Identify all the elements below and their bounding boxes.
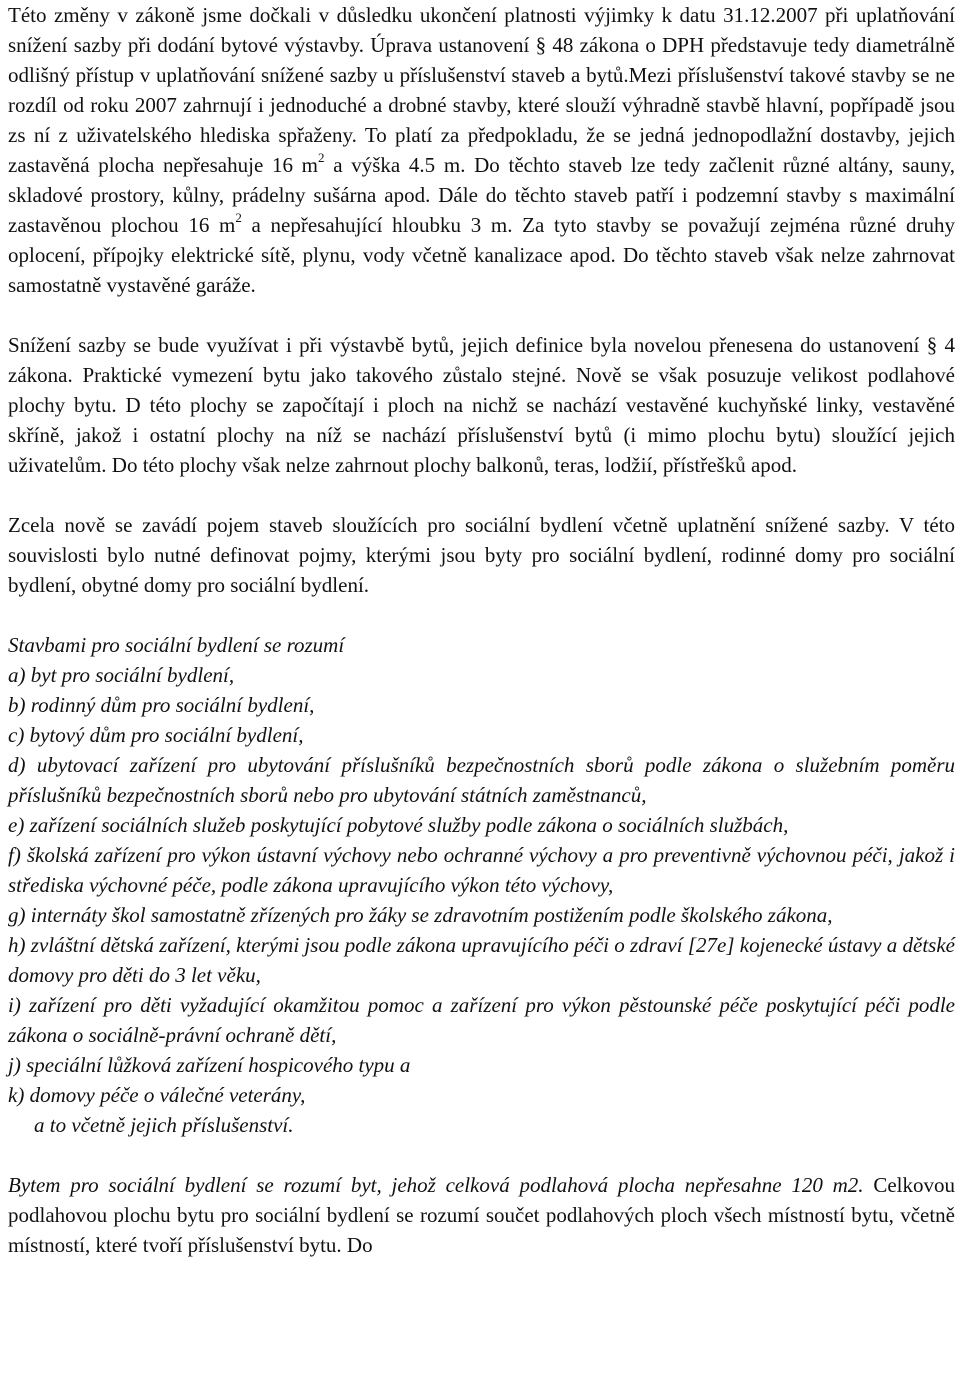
social-housing-list <box>8 630 955 1140</box>
paragraph-flat-social-definition <box>8 1170 955 1260</box>
paragraph-text: a výška 4.5 m. Do těchto staveb lze tedy začlenit různé altány, sauny, skladové prostory, kůlny, prádelny sušárna apod. Dále do těchto staveb patří i podzemní stavby s maximální zastavěnou plochou 16 m <box>8 153 955 237</box>
list-item: a) byt pro sociální bydlení, <box>8 663 235 687</box>
list-item: h) zvláštní dětská zařízení, kterými jsou podle zákona upravujícího péči o zdraví [27e] kojenecké ústavy a dětské domovy pro děti do 3 let věku, <box>8 933 955 987</box>
list-item: e) zařízení sociálních služeb poskytující pobytové služby podle zákona o sociálních službách, <box>8 813 789 837</box>
list-item: d) ubytovací zařízení pro ubytování příslušníků bezpečnostních sborů podle zákona o služebním poměru příslušníků bezpečnostních sborů nebo pro ubytování státních zaměstnanců, <box>8 753 955 807</box>
paragraph-text: Této změny v zákoně jsme dočkali v důsledku ukončení platnosti výjimky k datu 31.12.2007 při uplatňování snížení sazby při dodání bytové výstavby. Úprava ustanovení § 48 zákona o DPH představuje tedy diametrálně odlišný přístup v uplatňování snížené sazby u příslušenství staveb a bytů.Mezi příslušenství takové stavby se ne rozdíl od roku 2007 zahrnují i jednoduché a drobné stavby, které slouží výhradně stavbě hlavní, popřípadě jsou zs ní z uživatelského hlediska spřaženy. To platí za předpokladu, že se jedná jednopodlažní dostavby, jejich zastavěná plocha nepřesahuje 16 m <box>8 3 955 177</box>
paragraph-vat-change <box>8 0 955 300</box>
list-item: c) bytový dům pro sociální bydlení, <box>8 723 304 747</box>
paragraph-spacer <box>8 300 955 330</box>
paragraph-social-housing-intro: Zcela nově se zavádí pojem staveb sloužících pro sociální bydlení včetně uplatnění snížené sazby. V této souvislosti bylo nutné definovat pojmy, kterými jsou byty pro sociální bydlení, rodinné domy pro sociální bydlení, obytné domy pro sociální bydlení. <box>8 513 955 597</box>
list-item: i) zařízení pro děti vyžadující okamžitou pomoc a zařízení pro výkon pěstounské péče poskytující péči podle zákona o sociálně-právní ochraně dětí, <box>8 993 955 1047</box>
paragraph-text: Celkovou podlahovou plochu bytu pro sociální bydlení se rozumí součet podlahových ploch všech místností bytu, včetně místností, které tvoří příslušenství bytu. Do <box>8 1173 955 1257</box>
paragraph-flat-definition: Snížení sazby se bude využívat i při výstavbě bytů, jejich definice byla novelou přenesena do ustanovení § 4 zákona. Praktické vymezení bytu jako takového zůstalo stejné. Nově se však posuzuje velikost podlahové plochy bytu. D této plochy se započítají i ploch na nichž se nachází vestavěné kuchyňské linky, vestavěné skříně, jakož i ostatní plochy na níž se nachází příslušenství bytů (i mimo plochu bytu) sloužící jejich uživatelům. Do této plochy však nelze zahrnout plochy balkonů, teras, lodžií, přístřešků apod. <box>8 333 955 477</box>
paragraph-italic-text: Bytem pro sociální bydlení se rozumí byt, jehož celková podlahová plocha nepřesahne 120 m2. <box>8 1173 864 1197</box>
list-item: f) školská zařízení pro výkon ústavní výchovy nebo ochranné výchovy a pro preventivně výchovnou péči, jakož i střediska výchovné péče, podle zákona upravujícího výkon této výchovy, <box>8 843 955 897</box>
paragraph-spacer <box>8 480 955 510</box>
paragraph-spacer <box>8 600 955 630</box>
list-item: k) domovy péče o válečné veterány, <box>8 1083 306 1107</box>
paragraph-text: a nepřesahující hloubku 3 m. Za tyto stavby se považují zejména různé druhy oplocení, přípojky elektrické sítě, plynu, vody včetně kanalizace apod. Do těchto staveb však nelze zahrnovat samostatně vystavěné garáže. <box>8 213 955 297</box>
list-item: g) internáty škol samostatně zřízených pro žáky se zdravotním postižením podle školského zákona, <box>8 903 833 927</box>
list-item: j) speciální lůžková zařízení hospicového typu a <box>8 1053 411 1077</box>
paragraph-spacer <box>8 1140 955 1170</box>
superscript-square: 2 <box>318 150 325 165</box>
superscript-square: 2 <box>235 210 242 225</box>
list-item: b) rodinný dům pro sociální bydlení, <box>8 693 315 717</box>
list-heading: Stavbami pro sociální bydlení se rozumí <box>8 633 345 657</box>
list-tail: a to včetně jejich příslušenství. <box>34 1113 294 1137</box>
